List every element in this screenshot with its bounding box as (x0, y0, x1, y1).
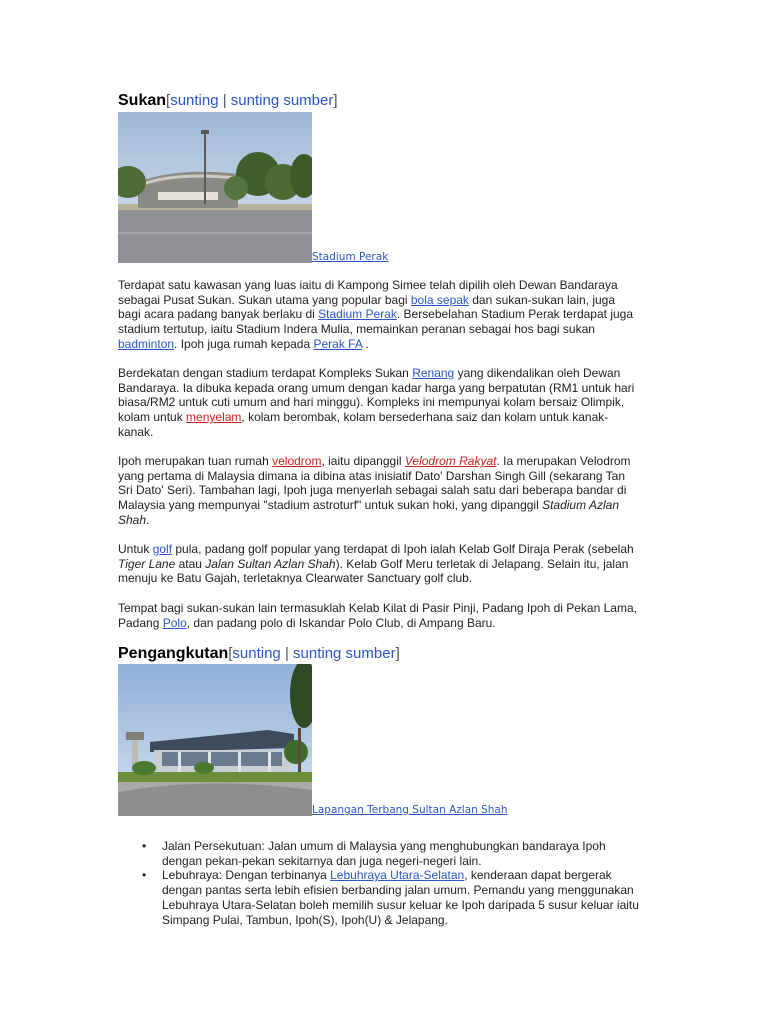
section-heading-pengangkutan (118, 645, 400, 663)
section-heading-sukan (118, 92, 338, 110)
text: , iaitu dipanggil (321, 454, 405, 468)
bracket-open: [ (228, 645, 233, 662)
airport-photo[interactable] (118, 664, 312, 816)
text: dan sukan-sukan lain, juga bagi acara padang banyak berlaku di (118, 292, 616, 322)
figure-caption-airport[interactable]: Lapangan Terbang Sultan Azlan Shah (312, 804, 508, 816)
link-golf[interactable]: golf (152, 542, 173, 556)
transport-list (162, 839, 642, 927)
italic-text: Stadium Azlan Shah (118, 498, 620, 527)
edit-link[interactable]: sunting (170, 92, 219, 109)
text: Terdapat satu kawasan yang luas iaitu di Kampong Simee telah dipilih oleh Dewan Bandaraya sebagai Pusat Sukan. Sukan utama yang popular bagi (118, 278, 618, 307)
link-badminton[interactable]: badminton (118, 336, 175, 351)
text: . Ipoh juga rumah kepada (174, 336, 314, 351)
text: yang dikendalikan oleh Dewan Bandaraya. Ia dibuka kepada orang umum dengan kadar harga yang berpatutan (RM1 untuk hari biasa/RM2 untuk cuti umum and hari minggu). Kompleks ini mempunyai kolam bersaiz Olimpik, kolam untuk (118, 366, 635, 425)
text: Jalan Persekutuan: Jalan umum di Malaysia yang menghubungkan bandaraya Ipoh dengan pekan-pekan sekitarnya dan juga negeri-negeri lain. (162, 839, 606, 868)
link-lebuhraya-utara-selatan[interactable]: Lebuhraya Utara-Selatan (330, 868, 465, 883)
italic-text: Jalan Sultan Azlan Shah (205, 556, 336, 571)
text: , kolam berombak, kolam bersederhana saiz dan kolam untuk kanak-kanak. (118, 410, 609, 439)
text: Berdekatan dengan stadium terdapat Kompleks Sukan (118, 366, 413, 380)
text: . Ia merupakan Velodrom yang pertama di Malaysia dimana ia dibina atas inisiatif Dato' Darshan Singh Gill (sekarang Tan Sri Dato' Seri). Tambahan lagi, Ipoh juga menyerlah sebagai salah satu dari beberapa bandar di Malaysia yang mempunyai "stadium astroturf" untuk sukan hoki, yang dipanggil (118, 454, 631, 513)
link-polo[interactable]: Polo (162, 615, 187, 630)
text: . Bersebelahan Stadium Perak terdapat juga stadium tertutup, iaitu Stadium Indera Mulia, memainkan peranan sebagai hos bagi sukan (118, 307, 634, 337)
text: Ipoh merupakan tuan rumah (118, 454, 273, 468)
edit-source-link[interactable]: sunting sumber (293, 645, 396, 662)
bracket-close: ] (333, 92, 338, 109)
link-bola-sepak[interactable]: bola sepak (410, 292, 469, 307)
link-perak-fa[interactable]: Perak FA (313, 336, 363, 351)
text: . (146, 512, 150, 527)
redlink-menyelam[interactable]: menyelam (186, 410, 242, 425)
edit-source-link[interactable]: sunting sumber (230, 92, 334, 109)
paragraph-1 (118, 278, 638, 352)
section-title: Sukan (118, 92, 167, 109)
figure-caption-stadium[interactable]: Stadium Perak (312, 251, 389, 263)
bracket-open: [ (166, 92, 171, 109)
text: , kenderaan dapat bergerak dengan pantas serta lebih efisien berbanding jalan umum. Pemandu yang menggunakan Lebuhraya Utara-Selatan boleh memilih susur keluar ke Ipoh daripada 5 susur keluar iaitu Simpang Pulai, Tambun, Ipoh(S), Ipoh(U) & Jelapang. (162, 868, 639, 927)
link-stadium-perak[interactable]: Stadium Perak (318, 307, 397, 322)
text: Tempat bagi sukan-sukan lain termasuklah Kelab Kilat di Pasir Pinji, Padang Ipoh di Pekan Lama, Padang (118, 601, 637, 630)
text: atau (175, 556, 206, 571)
text: Lebuhraya: Dengan terbinanya (162, 868, 331, 883)
separator: | (280, 645, 294, 662)
list-item (162, 868, 642, 927)
list-item (162, 839, 642, 868)
text: ). Kelab Golf Meru terletak di Jelapang. Selain itu, jalan menuju ke Batu Gajah, terletaknya Clearwater Sanctuary golf club. (118, 556, 629, 586)
redlink-velodrom-rakyat[interactable]: Velodrom Rakyat (404, 454, 497, 468)
italic-text: Tiger Lane (118, 556, 176, 571)
text: Untuk (118, 542, 153, 556)
link-renang[interactable]: Renang (412, 366, 455, 380)
text: . (362, 336, 369, 351)
redlink-velodrom[interactable]: velodrom (272, 454, 322, 468)
section-title: Pengangkutan (118, 645, 229, 662)
edit-link[interactable]: sunting (232, 645, 281, 662)
bracket-close: ] (395, 645, 400, 662)
text: , dan padang polo di Iskandar Polo Club, di Ampang Baru. (186, 615, 496, 630)
paragraph-5 (118, 601, 638, 630)
paragraph-4 (118, 542, 638, 586)
paragraph-3 (118, 454, 638, 528)
text: pula, padang golf popular yang terdapat di Ipoh ialah Kelab Golf Diraja Perak (sebelah (172, 542, 634, 556)
stadium-photo[interactable] (118, 112, 312, 263)
separator: | (218, 92, 231, 109)
paragraph-2 (118, 366, 638, 440)
